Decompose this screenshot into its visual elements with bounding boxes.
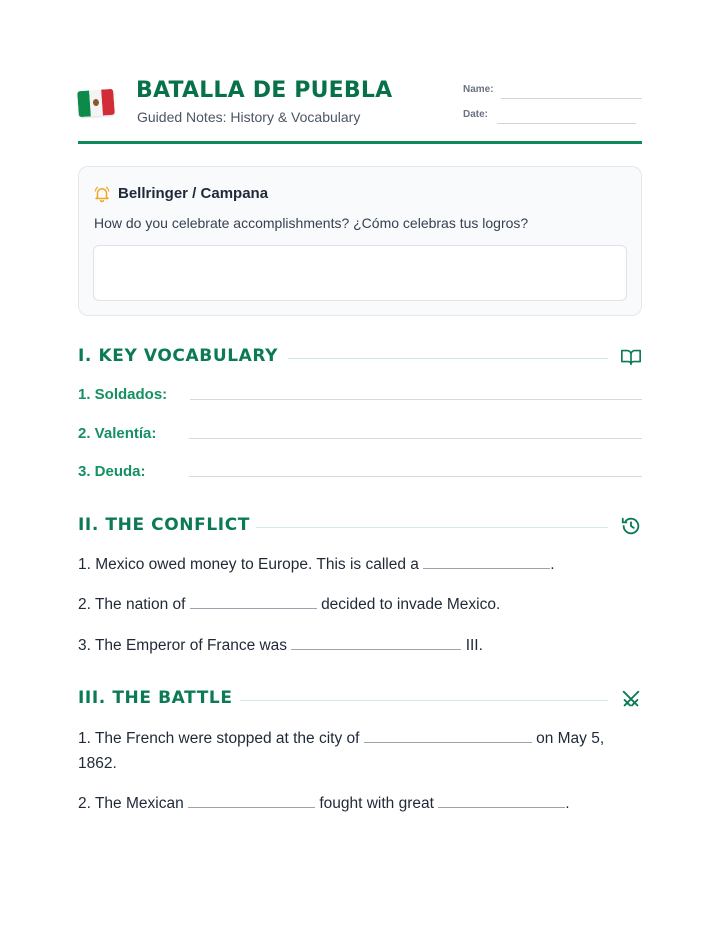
question-text: on May 5, 1862. [78, 730, 605, 772]
answer-blank[interactable] [423, 554, 550, 569]
name-field[interactable] [501, 98, 642, 99]
question-text: 1. The French were stopped at the city of [78, 730, 360, 747]
history-icon [620, 515, 642, 537]
page-subtitle: Guided Notes: History & Vocabulary [137, 109, 361, 125]
crossed-swords-icon [620, 688, 642, 710]
vocab-term: 2. Valentía: [78, 425, 157, 442]
section-divider [288, 358, 608, 359]
vocab-term: 1. Soldados: [78, 386, 168, 403]
question-text: decided to invade Mexico. [321, 596, 501, 613]
battle-question-1 [78, 726, 618, 776]
section-vocabulary-title: I. KEY VOCABULARY [78, 346, 279, 366]
bellringer-question: How do you celebrate accomplishments? ¿Cómo celebras tus logros? [94, 215, 529, 231]
answer-blank[interactable] [438, 793, 565, 808]
section-divider [240, 700, 608, 701]
answer-blank[interactable] [190, 594, 317, 609]
book-icon [620, 346, 642, 368]
answer-blank[interactable] [364, 728, 532, 743]
bellringer-title: Bellringer / Campana [118, 185, 269, 202]
conflict-question-1 [78, 552, 642, 577]
bellringer-box [78, 166, 642, 316]
bellringer-answer-field[interactable] [93, 245, 627, 301]
vocab-answer-line[interactable] [189, 438, 642, 439]
page-title: BATALLA DE PUEBLA [136, 78, 393, 103]
section-conflict-header [78, 515, 642, 539]
date-label: Date: [463, 109, 489, 120]
section-divider [256, 527, 608, 528]
answer-blank[interactable] [188, 793, 315, 808]
question-text: III. [465, 637, 483, 654]
section-battle-title: III. THE BATTLE [78, 688, 233, 708]
worksheet-header [78, 74, 642, 144]
battle-question-2 [78, 791, 642, 816]
date-field[interactable] [497, 123, 636, 124]
question-text: 3. The Emperor of France was [78, 637, 288, 654]
conflict-question-2 [78, 592, 642, 617]
section-battle-header [78, 688, 642, 712]
vocab-term: 3. Deuda: [78, 463, 146, 480]
conflict-question-3 [78, 633, 642, 658]
name-label: Name: [463, 84, 494, 95]
section-vocabulary-header [78, 346, 642, 370]
vocab-item [78, 386, 642, 406]
question-text: 1. Mexico owed money to Europe. This is called a [78, 556, 419, 573]
question-text: 2. The Mexican [78, 795, 184, 812]
vocab-item [78, 425, 642, 445]
vocab-item [78, 463, 642, 483]
vocab-answer-line[interactable] [189, 476, 642, 477]
vocab-answer-line[interactable] [190, 399, 642, 400]
question-text: fought with great [319, 795, 434, 812]
question-text: . [565, 795, 570, 812]
question-text: . [550, 556, 555, 573]
section-conflict-title: II. THE CONFLICT [78, 515, 250, 535]
question-text: 2. The nation of [78, 596, 186, 613]
header-divider [78, 141, 642, 144]
bell-icon [93, 185, 111, 203]
answer-blank[interactable] [291, 635, 461, 650]
mexico-flag-icon [77, 89, 115, 117]
